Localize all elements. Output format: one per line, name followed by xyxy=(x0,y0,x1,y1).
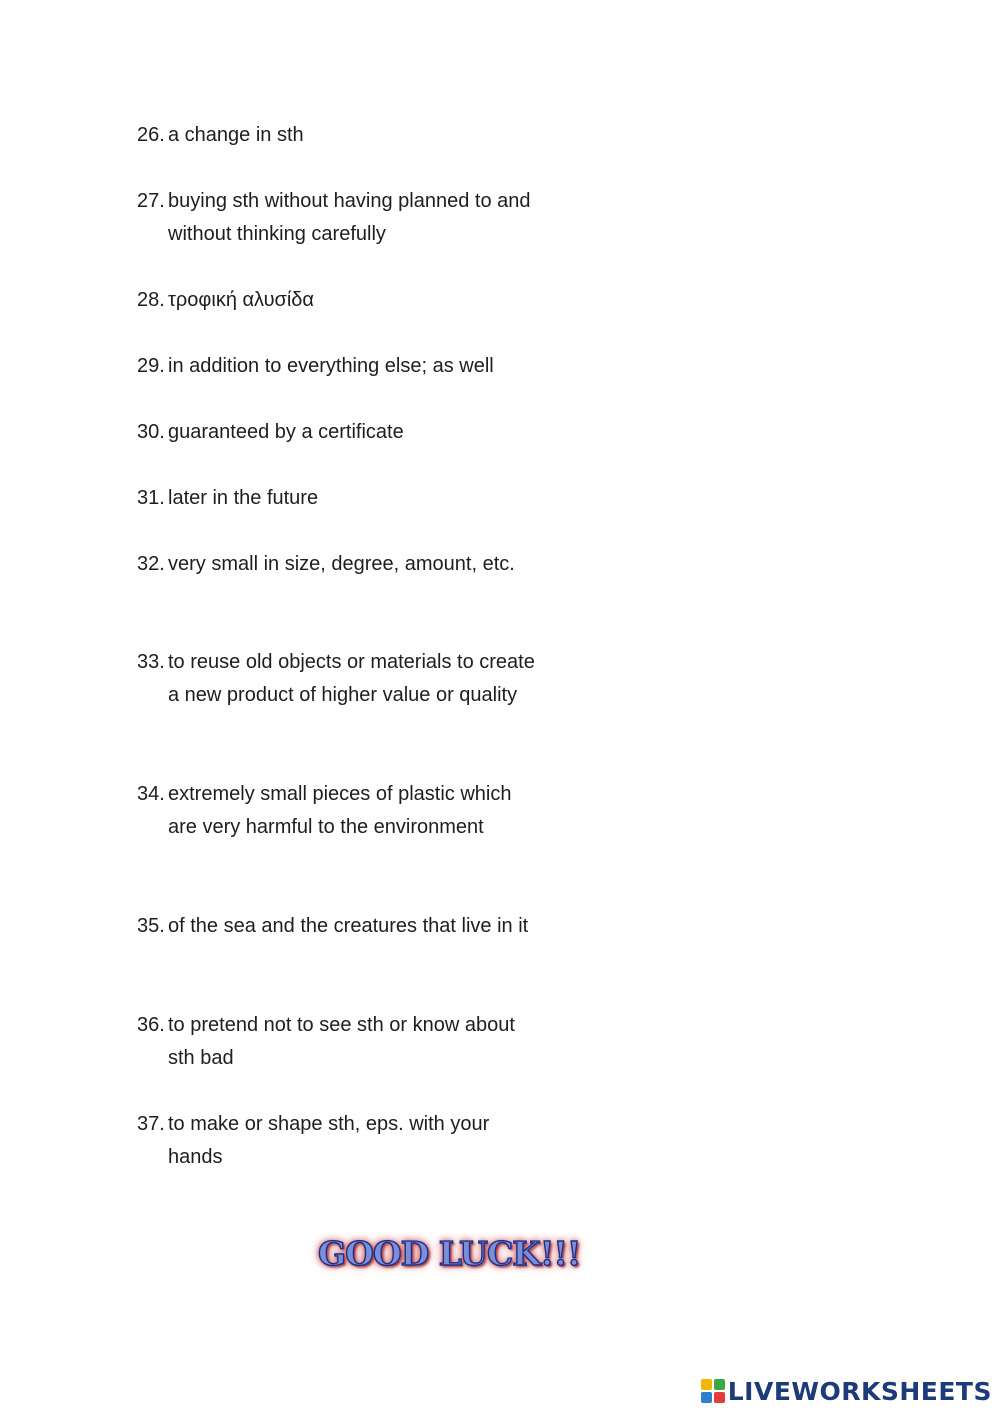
item-number: 37. xyxy=(137,1113,165,1135)
list-item-31 xyxy=(137,482,537,515)
item-number: 27. xyxy=(137,190,165,212)
list-item-37 xyxy=(137,1108,537,1174)
item-number: 28. xyxy=(137,289,165,311)
item-definition: of the sea and the creatures that live in it xyxy=(168,915,529,937)
list-item-36 xyxy=(137,1009,537,1075)
list-item-27 xyxy=(137,185,537,251)
item-number: 33. xyxy=(137,651,165,673)
logo-square xyxy=(701,1379,712,1390)
logo-square xyxy=(701,1392,712,1403)
item-number: 35. xyxy=(137,915,165,937)
list-item-28 xyxy=(137,284,537,317)
item-number: 34. xyxy=(137,783,165,805)
item-number: 29. xyxy=(137,355,165,377)
item-number: 31. xyxy=(137,487,165,509)
good-luck-wordart: GOOD LUCK!!! xyxy=(318,1234,581,1273)
list-item-26 xyxy=(137,119,537,152)
logo-square xyxy=(714,1392,725,1403)
item-definition: to reuse old objects or materials to create a new product of higher value or quality xyxy=(168,651,535,706)
brand-name: LIVEWORKSHEETS xyxy=(727,1376,992,1406)
list-item-34 xyxy=(137,778,537,844)
item-definition: extremely small pieces of plastic which are very harmful to the environment xyxy=(168,783,512,838)
list-item-30 xyxy=(137,416,537,449)
list-item-32 xyxy=(137,548,537,581)
item-definition: in addition to everything else; as well xyxy=(168,355,494,377)
item-definition: to pretend not to see sth or know about sth bad xyxy=(168,1014,515,1069)
list-item-35 xyxy=(137,910,537,943)
item-definition: a change in sth xyxy=(168,124,304,146)
item-number: 30. xyxy=(137,421,165,443)
item-number: 26. xyxy=(137,124,165,146)
liveworksheets-brand[interactable] xyxy=(701,1377,992,1405)
item-definition: later in the future xyxy=(168,487,319,509)
item-number: 36. xyxy=(137,1014,165,1036)
item-definition: τροφική αλυσίδα xyxy=(168,289,314,311)
item-definition: buying sth without having planned to and without thinking carefully xyxy=(168,190,531,245)
item-definition: to make or shape sth, eps. with your hands xyxy=(168,1113,490,1168)
item-definition: very small in size, degree, amount, etc. xyxy=(168,553,515,575)
logo-square xyxy=(714,1379,725,1390)
list-item-29 xyxy=(137,350,537,383)
item-definition: guaranteed by a certificate xyxy=(168,421,404,443)
liveworksheets-logo-icon xyxy=(701,1379,725,1403)
item-number: 32. xyxy=(137,553,165,575)
list-item-33 xyxy=(137,646,537,712)
